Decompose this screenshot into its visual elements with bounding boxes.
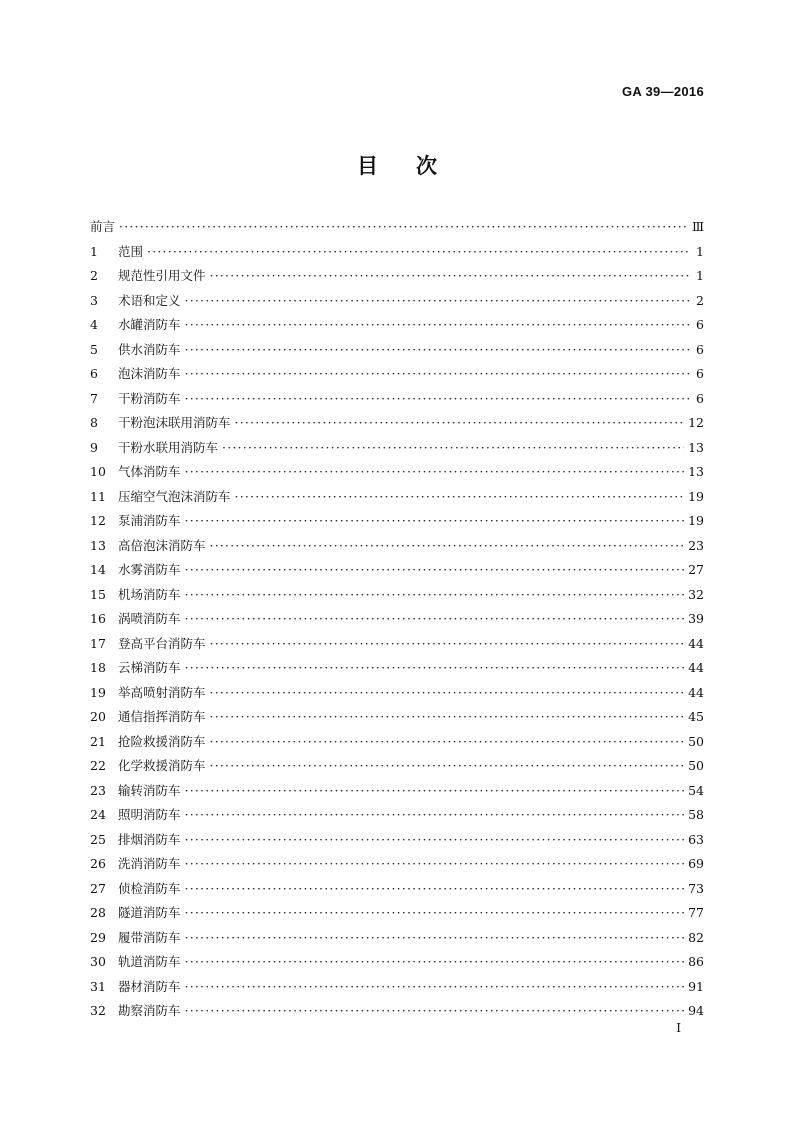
toc-entry-number: 6 bbox=[90, 366, 98, 381]
toc-leader-dots bbox=[185, 877, 685, 902]
title-part-1: 目 bbox=[357, 154, 378, 178]
toc-leader-dots bbox=[210, 754, 685, 779]
toc-entry-number: 17 bbox=[90, 635, 106, 651]
toc-entry-page: Ⅲ bbox=[691, 219, 704, 234]
toc-entry[interactable] bbox=[90, 975, 704, 1000]
toc-entry-number: 22 bbox=[90, 758, 106, 773]
toc-entry-page: 86 bbox=[688, 954, 704, 969]
toc-entry-label: 规范性引用文件 bbox=[118, 268, 206, 283]
toc-leader-dots bbox=[185, 779, 685, 804]
toc-entry-label: 化学救援消防车 bbox=[118, 758, 206, 773]
table-of-contents bbox=[90, 215, 704, 1024]
toc-leader-dots bbox=[210, 534, 685, 559]
toc-entry-label: 干粉消防车 bbox=[118, 390, 181, 406]
toc-entry-page: 2 bbox=[696, 292, 704, 308]
toc-entry-label: 侦检消防车 bbox=[118, 880, 181, 896]
toc-entry-label: 云梯消防车 bbox=[118, 660, 181, 675]
toc-entry-page: 27 bbox=[688, 562, 704, 577]
toc-entry-label: 排烟消防车 bbox=[118, 831, 181, 847]
toc-entry-page: 6 bbox=[696, 366, 704, 381]
toc-entry[interactable] bbox=[90, 460, 704, 485]
toc-entry-label: 登高平台消防车 bbox=[118, 635, 206, 651]
toc-entry[interactable] bbox=[90, 901, 704, 926]
toc-entry-label: 履带消防车 bbox=[118, 929, 181, 945]
toc-leader-dots bbox=[185, 509, 685, 534]
toc-entry[interactable] bbox=[90, 656, 704, 681]
toc-leader-dots bbox=[147, 240, 690, 265]
toc-leader-dots bbox=[185, 387, 690, 412]
toc-entry-page: 69 bbox=[688, 856, 704, 871]
toc-entry-number: 7 bbox=[90, 390, 98, 406]
toc-leader-dots bbox=[185, 607, 685, 632]
toc-entry-number: 29 bbox=[90, 929, 106, 945]
toc-leader-dots bbox=[185, 950, 685, 975]
toc-leader-dots bbox=[185, 656, 685, 681]
toc-leader-dots bbox=[185, 926, 685, 951]
toc-entry-number: 25 bbox=[90, 831, 106, 847]
toc-entry-label: 泡沫消防车 bbox=[118, 366, 181, 381]
toc-entry-page: 19 bbox=[688, 488, 704, 504]
toc-entry[interactable] bbox=[90, 509, 704, 534]
toc-entry[interactable] bbox=[90, 583, 704, 608]
toc-entry-page: 54 bbox=[688, 782, 704, 798]
toc-entry-number: 15 bbox=[90, 586, 106, 602]
toc-entry[interactable] bbox=[90, 779, 704, 804]
toc-entry-number: 30 bbox=[90, 954, 106, 969]
toc-entry-label: 输转消防车 bbox=[118, 782, 181, 798]
toc-entry-number: 32 bbox=[90, 1003, 106, 1018]
toc-leader-dots bbox=[210, 705, 685, 730]
toc-entry[interactable] bbox=[90, 240, 704, 265]
toc-entry-page: 23 bbox=[688, 537, 704, 553]
toc-entry-number: 2 bbox=[90, 268, 98, 283]
toc-entry-page: 1 bbox=[696, 268, 704, 283]
toc-entry-label: 压缩空气泡沫消防车 bbox=[118, 488, 231, 504]
toc-entry-page: 1 bbox=[696, 243, 704, 259]
toc-entry-number: 26 bbox=[90, 856, 106, 871]
toc-entry-page: 12 bbox=[688, 415, 704, 430]
toc-entry-label: 高倍泡沫消防车 bbox=[118, 537, 206, 553]
document-code: GA 39—2016 bbox=[621, 84, 704, 99]
toc-entry[interactable] bbox=[90, 877, 704, 902]
toc-leader-dots bbox=[210, 681, 685, 706]
toc-entry-number: 31 bbox=[90, 978, 106, 994]
toc-entry-page: 77 bbox=[688, 905, 704, 920]
toc-entry[interactable] bbox=[90, 607, 704, 632]
toc-entry-label: 举高喷射消防车 bbox=[118, 684, 206, 700]
toc-entry-number: 18 bbox=[90, 660, 106, 675]
toc-leader-dots bbox=[185, 362, 690, 387]
toc-entry-number: 4 bbox=[90, 317, 98, 332]
toc-entry-page: 91 bbox=[688, 978, 704, 994]
toc-entry-number: 24 bbox=[90, 807, 106, 822]
toc-entry-label: 勘察消防车 bbox=[118, 1003, 181, 1018]
toc-leader-dots bbox=[210, 632, 685, 657]
toc-entry-label: 水罐消防车 bbox=[118, 317, 181, 332]
toc-entry-number: 5 bbox=[90, 341, 98, 357]
toc-entry[interactable] bbox=[90, 264, 704, 289]
toc-entry-page: 13 bbox=[688, 439, 704, 455]
title-part-2: 次 bbox=[416, 154, 437, 178]
toc-leader-dots bbox=[119, 215, 688, 240]
toc-entry-label: 术语和定义 bbox=[118, 292, 181, 308]
toc-leader-dots bbox=[185, 338, 690, 363]
toc-entry-number: 9 bbox=[90, 439, 98, 455]
toc-entry-page: 13 bbox=[688, 464, 704, 479]
toc-entry-page: 32 bbox=[688, 586, 704, 602]
toc-leader-dots bbox=[185, 999, 685, 1024]
toc-entry[interactable] bbox=[90, 999, 704, 1024]
toc-leader-dots bbox=[185, 583, 685, 608]
toc-entry[interactable] bbox=[90, 534, 704, 559]
toc-leader-dots bbox=[185, 313, 690, 338]
toc-leader-dots bbox=[185, 558, 685, 583]
toc-entry-page: 6 bbox=[696, 341, 704, 357]
toc-leader-dots bbox=[210, 730, 685, 755]
toc-entry-label: 范围 bbox=[118, 243, 144, 259]
toc-leader-dots bbox=[222, 436, 684, 461]
toc-leader-dots bbox=[235, 485, 685, 510]
toc-entry[interactable] bbox=[90, 411, 704, 436]
toc-entry-page: 94 bbox=[688, 1003, 704, 1018]
toc-entry[interactable] bbox=[90, 632, 704, 657]
toc-entry[interactable] bbox=[90, 215, 704, 240]
toc-entry-label: 干粉水联用消防车 bbox=[118, 439, 219, 455]
toc-leader-dots bbox=[210, 264, 690, 289]
toc-entry-number: 27 bbox=[90, 880, 106, 896]
toc-entry[interactable] bbox=[90, 754, 704, 779]
toc-leader-dots bbox=[185, 803, 685, 828]
toc-entry-page: 50 bbox=[688, 733, 704, 749]
toc-entry-number: 20 bbox=[90, 709, 106, 724]
toc-entry-page: 45 bbox=[688, 709, 704, 724]
toc-entry-number: 13 bbox=[90, 537, 106, 553]
toc-entry-label: 气体消防车 bbox=[118, 464, 181, 479]
toc-entry-page: 82 bbox=[688, 929, 704, 945]
toc-entry-label: 轨道消防车 bbox=[118, 954, 181, 969]
toc-entry-page: 50 bbox=[688, 758, 704, 773]
toc-entry[interactable] bbox=[90, 436, 704, 461]
toc-entry-number: 21 bbox=[90, 733, 106, 749]
toc-entry-number: 19 bbox=[90, 684, 106, 700]
toc-entry[interactable] bbox=[90, 803, 704, 828]
toc-leader-dots bbox=[185, 460, 685, 485]
toc-entry-number: 28 bbox=[90, 905, 106, 920]
toc-entry-number: 1 bbox=[90, 243, 98, 259]
toc-entry[interactable] bbox=[90, 852, 704, 877]
toc-entry-number: 10 bbox=[90, 464, 106, 479]
toc-leader-dots bbox=[185, 975, 685, 1000]
toc-entry-page: 44 bbox=[688, 684, 704, 700]
toc-entry-label: 通信指挥消防车 bbox=[118, 709, 206, 724]
toc-entry-page: 6 bbox=[696, 317, 704, 332]
toc-entry[interactable] bbox=[90, 485, 704, 510]
toc-leader-dots bbox=[185, 852, 685, 877]
toc-entry-label: 机场消防车 bbox=[118, 586, 181, 602]
toc-entry-label: 隧道消防车 bbox=[118, 905, 181, 920]
toc-entry-number: 14 bbox=[90, 562, 106, 577]
toc-entry-label: 水雾消防车 bbox=[118, 562, 181, 577]
toc-entry-page: 19 bbox=[688, 513, 704, 528]
page-title bbox=[0, 150, 794, 180]
toc-entry-number: 11 bbox=[90, 488, 106, 504]
toc-entry-page: 44 bbox=[688, 635, 704, 651]
toc-entry-label: 供水消防车 bbox=[118, 341, 181, 357]
toc-entry-label: 抢险救援消防车 bbox=[118, 733, 206, 749]
toc-entry[interactable] bbox=[90, 926, 704, 951]
toc-entry-number: 16 bbox=[90, 611, 106, 626]
toc-entry-number: 12 bbox=[90, 513, 106, 528]
toc-leader-dots bbox=[235, 411, 685, 436]
toc-entry-page: 39 bbox=[688, 611, 704, 626]
toc-entry-number: 23 bbox=[90, 782, 106, 798]
toc-entry-label: 干粉泡沫联用消防车 bbox=[118, 415, 231, 430]
toc-leader-dots bbox=[185, 901, 685, 926]
toc-entry[interactable] bbox=[90, 730, 704, 755]
toc-entry[interactable] bbox=[90, 338, 704, 363]
toc-leader-dots bbox=[185, 828, 685, 853]
toc-entry-page: 63 bbox=[688, 831, 704, 847]
toc-entry[interactable] bbox=[90, 362, 704, 387]
toc-entry-page: 6 bbox=[696, 390, 704, 406]
toc-entry-page: 73 bbox=[688, 880, 704, 896]
toc-entry[interactable] bbox=[90, 558, 704, 583]
toc-entry-number: 3 bbox=[90, 292, 98, 308]
toc-entry[interactable] bbox=[90, 828, 704, 853]
toc-entry-page: 58 bbox=[688, 807, 704, 822]
toc-entry-number: 8 bbox=[90, 415, 98, 430]
toc-entry[interactable] bbox=[90, 681, 704, 706]
toc-entry-label: 前言 bbox=[90, 219, 116, 234]
toc-entry-label: 洗消消防车 bbox=[118, 856, 181, 871]
toc-entry-label: 涡喷消防车 bbox=[118, 611, 181, 626]
toc-entry-label: 泵浦消防车 bbox=[118, 513, 181, 528]
toc-entry-page: 44 bbox=[688, 660, 704, 675]
toc-entry[interactable] bbox=[90, 387, 704, 412]
toc-entry-label: 器材消防车 bbox=[118, 978, 181, 994]
page-number: I bbox=[676, 1021, 681, 1035]
toc-entry[interactable] bbox=[90, 313, 704, 338]
toc-entry[interactable] bbox=[90, 950, 704, 975]
toc-entry[interactable] bbox=[90, 705, 704, 730]
toc-entry-label: 照明消防车 bbox=[118, 807, 181, 822]
toc-entry[interactable] bbox=[90, 289, 704, 314]
toc-leader-dots bbox=[185, 289, 690, 314]
